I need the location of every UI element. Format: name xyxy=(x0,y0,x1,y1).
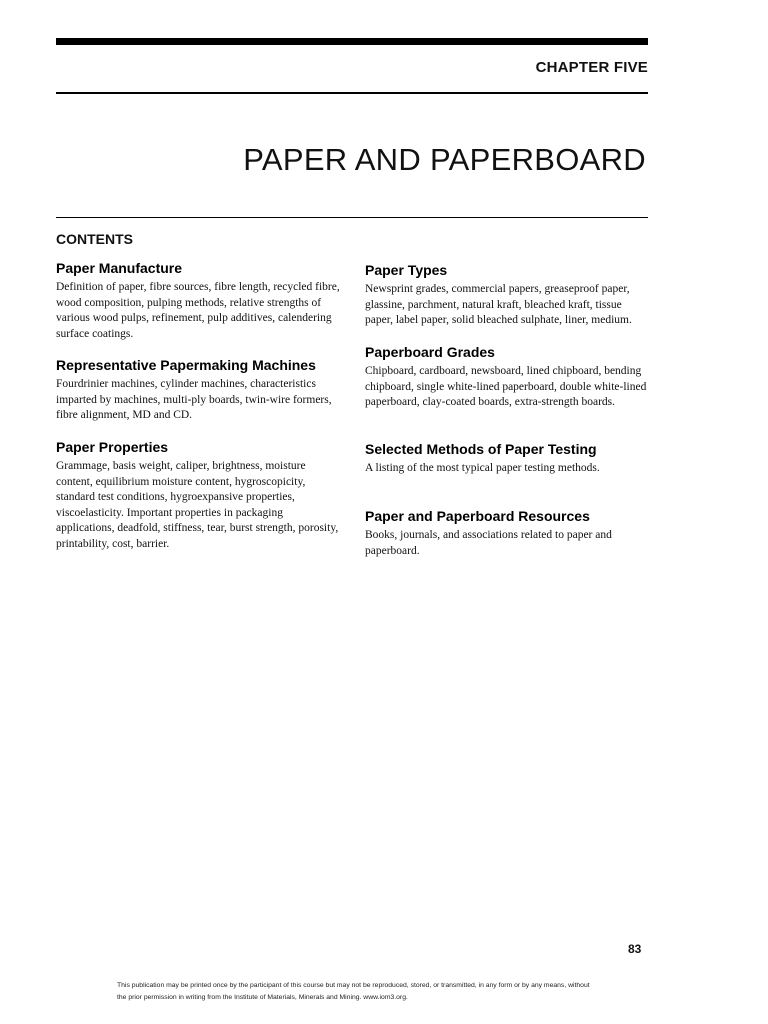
page-number: 83 xyxy=(628,942,642,956)
section-text: A listing of the most typical paper testing methods. xyxy=(365,462,600,474)
section-paper-testing xyxy=(365,441,650,477)
top-thick-rule xyxy=(56,38,648,45)
section-papermaking-machines xyxy=(56,357,340,424)
section-paper-manufacture xyxy=(56,260,340,342)
section-text: Chipboard, cardboard, newsboard, lined chipboard, bending chipboard, single white-lined paperboard, double white-lined paperboard, clay-coated boards, extra-strength boards. xyxy=(365,365,647,408)
footer-line-1: This publication may be printed once by the participant of this course but may not be reproduced, stored, or transmitted, in any form or by any means, without xyxy=(117,982,590,989)
section-paper-types xyxy=(365,262,650,329)
section-text: Newsprint grades, commercial papers, greaseproof paper, glassine, parchment, natural kraft, bleached kraft, tissue paper, label paper, solid bleached sulphate, liner, medium. xyxy=(365,283,632,326)
section-heading: Paper Manufacture xyxy=(56,260,183,276)
chapter-rule xyxy=(56,92,648,94)
section-heading: Representative Papermaking Machines xyxy=(56,357,316,373)
section-heading: Paper Types xyxy=(365,262,448,278)
section-paper-properties xyxy=(56,439,340,552)
copyright-footer xyxy=(117,980,657,1004)
section-heading: Paper and Paperboard Resources xyxy=(365,508,590,524)
title-rule xyxy=(56,217,648,218)
section-heading: Paper Properties xyxy=(56,439,169,455)
section-heading: Selected Methods of Paper Testing xyxy=(365,441,597,457)
section-text: Fourdrinier machines, cylinder machines, characteristics imparted by machines, multi-ply boards, twin-wire formers, fibre alignment, MD and CD. xyxy=(56,378,332,421)
section-heading: Paperboard Grades xyxy=(365,344,495,360)
contents-heading: CONTENTS xyxy=(56,231,133,247)
section-text: Books, journals, and associations related to paper and paperboard. xyxy=(365,529,612,557)
section-text: Definition of paper, fibre sources, fibre length, recycled fibre, wood composition, pulping methods, relative strengths of various wood pulps, refinement, pulp additives, calendering surface coatings. xyxy=(56,281,340,340)
footer-line-2: the prior permission in writing from the Institute of Materials, Minerals and Mining. www.iom3.org. xyxy=(117,994,408,1001)
chapter-label: CHAPTER FIVE xyxy=(535,59,648,76)
page-title: PAPER AND PAPERBOARD xyxy=(243,142,646,177)
section-resources xyxy=(365,508,650,559)
section-paperboard-grades xyxy=(365,344,650,411)
section-text: Grammage, basis weight, caliper, brightness, moisture content, equilibrium moisture content, hygroscopicity, standard test conditions, hygroexpansive properties, viscoelasticity. Important properties in packaging applications, deadfold, stiffness, tear, burst strength, porosity, printability, cost, barrier. xyxy=(56,460,339,550)
